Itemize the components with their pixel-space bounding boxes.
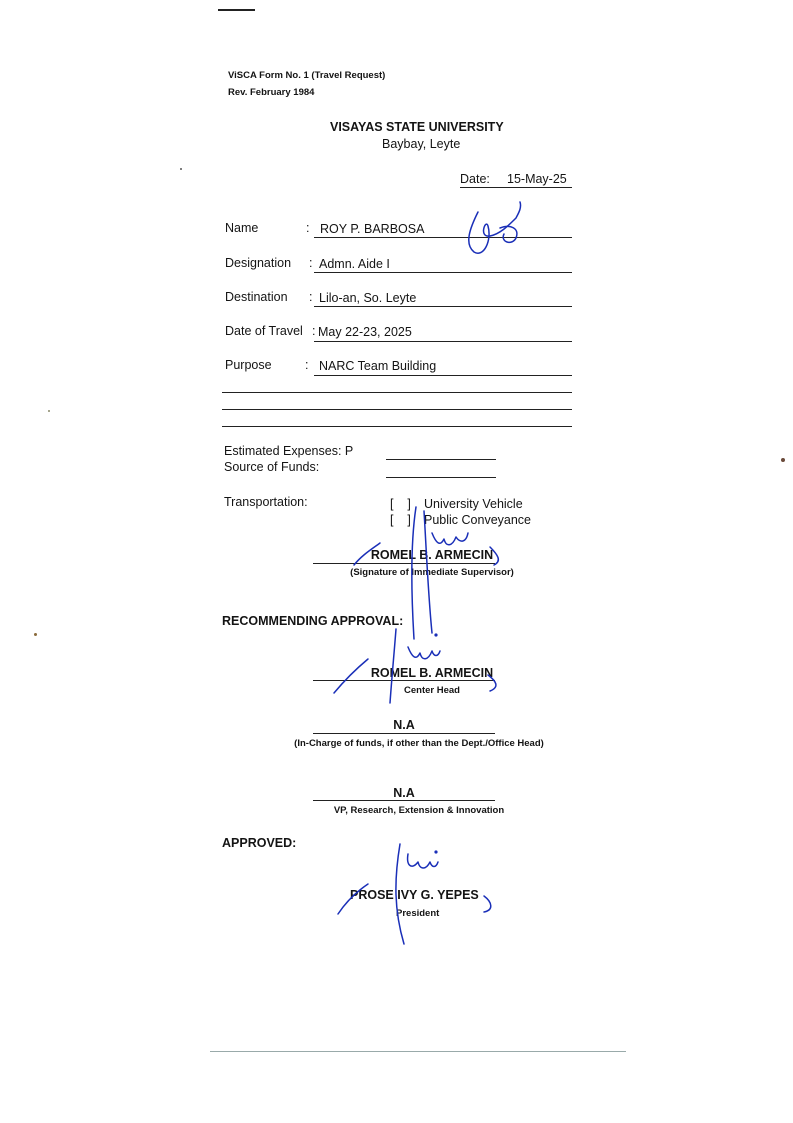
purpose-line-3 <box>222 409 572 410</box>
university-vehicle-label: University Vehicle <box>424 497 523 511</box>
checkbox-university-vehicle[interactable]: [ ] <box>390 497 411 511</box>
name-line <box>314 237 572 238</box>
purpose-label: Purpose <box>225 358 272 372</box>
supervisor-name: ROMEL B. ARMECIN <box>370 548 494 562</box>
travel-date-sep: : <box>312 324 316 338</box>
travel-date-line <box>314 341 572 342</box>
purpose-line-2 <box>222 392 572 393</box>
transportation-label: Transportation: <box>224 495 308 509</box>
scan-speck <box>781 458 785 462</box>
public-conveyance-label: Public Conveyance <box>424 513 532 527</box>
designation-line <box>314 272 572 273</box>
center-head-signature <box>330 625 510 705</box>
recommending-approval-label: RECOMMENDING APPROVAL: <box>222 614 404 628</box>
form-revision: Rev. February 1984 <box>228 87 315 98</box>
destination-value: Lilo-an, So. Leyte <box>319 291 417 305</box>
name-value: ROY P. BARBOSA <box>320 222 425 236</box>
form-number: ViSCA Form No. 1 (Travel Request) <box>228 70 386 81</box>
approved-label: APPROVED: <box>222 836 297 850</box>
purpose-line-4 <box>222 426 572 427</box>
destination-line <box>314 306 572 307</box>
president-title: President <box>396 908 440 919</box>
name-label: Name <box>225 221 259 235</box>
destination-sep: : <box>309 290 313 304</box>
president-signature <box>334 840 514 948</box>
destination-label: Destination <box>225 290 288 304</box>
vp-research-title: VP, Research, Extension & Innovation <box>333 805 505 816</box>
source-of-funds-label: Source of Funds: <box>224 460 320 474</box>
scan-speck <box>180 168 182 170</box>
name-sep: : <box>306 221 310 235</box>
center-head-name: ROMEL B. ARMECIN <box>370 666 494 680</box>
estimated-expenses-label: Estimated Expenses: P <box>224 444 354 458</box>
funds-incharge-title: (In-Charge of funds, if other than the Dept./Office Head) <box>294 738 544 749</box>
scan-speck <box>48 410 50 412</box>
date-value: 15-May-25 <box>507 172 567 186</box>
designation-label: Designation <box>225 256 292 270</box>
checkbox-public-conveyance[interactable]: [ ] <box>390 513 411 527</box>
travel-date-label: Date of Travel <box>225 324 303 338</box>
purpose-line <box>314 375 572 376</box>
scan-speck <box>34 633 37 636</box>
university-name: VISAYAS STATE UNIVERSITY <box>330 120 504 134</box>
president-name: PROSE IVY G. YEPES <box>350 888 479 902</box>
estimated-expenses-line <box>386 459 496 460</box>
supervisor-signature <box>340 503 515 643</box>
vp-research-name: N.A <box>393 786 415 800</box>
university-location: Baybay, Leyte <box>382 137 461 151</box>
source-of-funds-line <box>386 477 496 478</box>
funds-incharge-name: N.A <box>393 718 415 732</box>
purpose-value: NARC Team Building <box>319 359 437 373</box>
travel-date-value: May 22-23, 2025 <box>318 325 412 339</box>
center-head-title: Center Head <box>404 685 460 696</box>
designation-value: Admn. Aide I <box>319 257 390 271</box>
scan-mark <box>218 9 255 11</box>
vp-research-line <box>313 800 495 801</box>
supervisor-title: (Signature of Immediate Supervisor) <box>350 567 514 578</box>
name-signature <box>460 198 530 260</box>
date-label: Date: <box>460 172 490 186</box>
date-underline <box>460 187 572 188</box>
designation-sep: : <box>309 256 313 270</box>
funds-incharge-line <box>313 733 495 734</box>
purpose-sep: : <box>305 358 309 372</box>
scan-edge-line <box>210 1051 626 1052</box>
